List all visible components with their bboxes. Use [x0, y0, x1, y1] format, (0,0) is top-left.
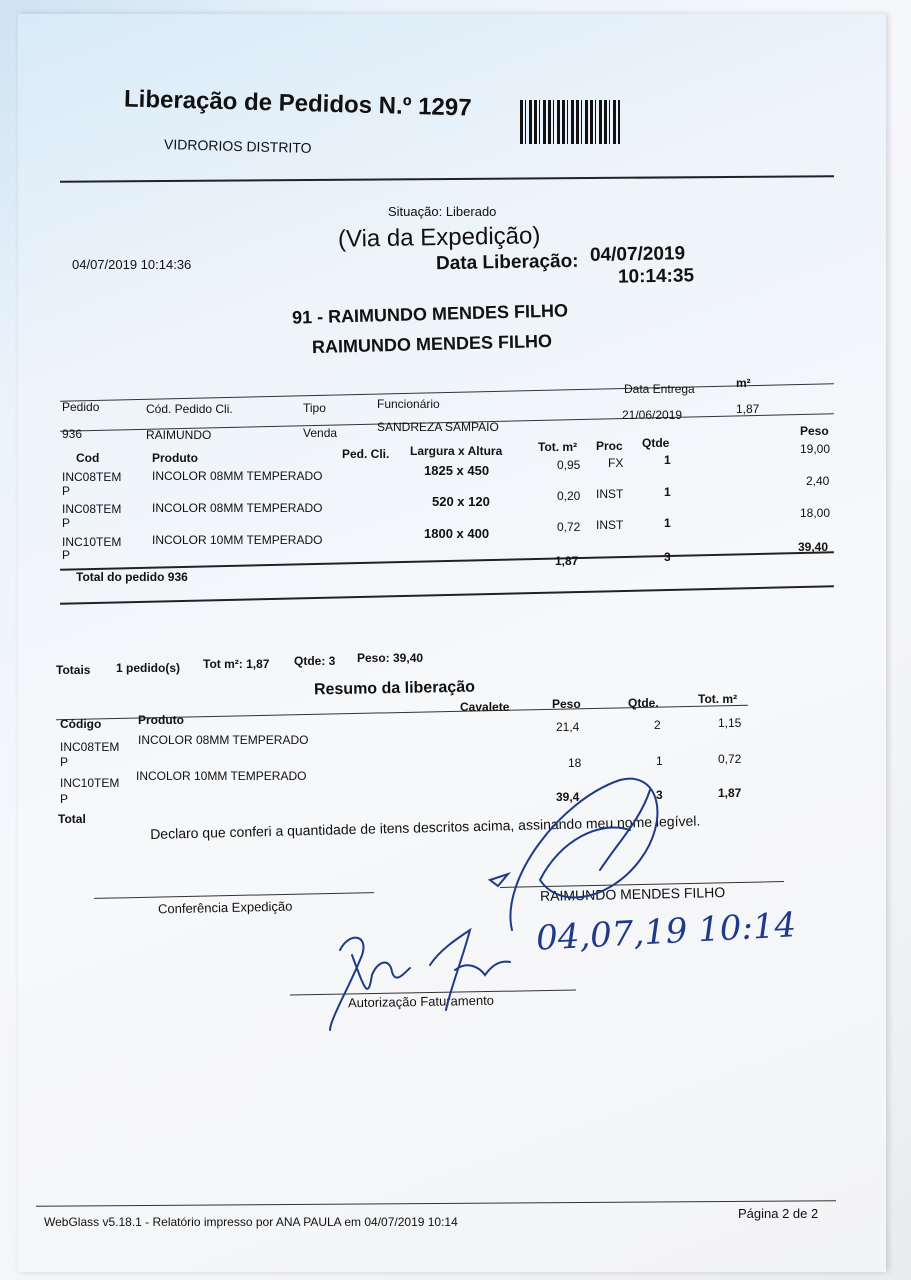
footer-page-number: Página 2 de 2 [738, 1206, 819, 1221]
col-pedido: Pedido [62, 400, 100, 414]
order-total-peso: 39,40 [798, 540, 829, 554]
item-tot-m2: 0,20 [557, 489, 581, 503]
report-title: Liberação de Pedidos N.º 1297 [123, 85, 472, 122]
company-name: VIDRORIOS DISTRITO [163, 136, 312, 156]
resumo-col-produto: Produto [138, 713, 184, 727]
resumo-produto: INCOLOR 08MM TEMPERADO [138, 733, 309, 747]
item-dimensions: 1800 x 400 [424, 526, 490, 541]
col-data-entrega: Data Entrega [624, 382, 695, 396]
totals-qtde: Qtde: 3 [294, 654, 336, 668]
resumo-peso: 18 [568, 756, 582, 770]
items-col-largura-altura: Largura x Altura [410, 444, 503, 458]
footer-left: WebGlass v5.18.1 - Relatório impresso por ANA PAULA em 04/07/2019 10:14 [44, 1215, 458, 1229]
order-m2: 1,87 [736, 402, 760, 416]
data-liberacao-label: Data Liberação: [435, 250, 579, 275]
items-col-ped-cli: Ped. Cli. [342, 447, 390, 461]
items-col-tot-m2: Tot. m² [538, 440, 578, 454]
items-col-peso: Peso [800, 424, 829, 438]
items-col-cod: Cod [76, 451, 100, 465]
declaration-text: Declaro que conferi a quantidade de itens descritos acima, assinando meu nome legível. [150, 812, 701, 842]
col-cod-pedido-cli: Cód. Pedido Cli. [146, 402, 233, 416]
order-total-label: Total do pedido 936 [76, 570, 188, 584]
order-total-m2: 1,87 [555, 554, 579, 568]
resumo-cod-suffix: P [60, 755, 69, 769]
item-tot-m2: 0,72 [557, 520, 581, 534]
item-peso: 19,00 [800, 442, 831, 456]
totals-pedidos: 1 pedido(s) [116, 661, 181, 675]
item-proc: FX [608, 456, 624, 470]
totals-label: Totais [56, 663, 91, 677]
item-cod: INC10TEM [62, 535, 122, 549]
resumo-total-tot-m2: 1,87 [718, 786, 742, 800]
cliente-name: RAIMUNDO MENDES FILHO [539, 884, 726, 904]
item-tot-m2: 0,95 [557, 458, 581, 472]
item-peso: 18,00 [800, 506, 831, 520]
item-cod: INC08TEM [62, 470, 122, 484]
order-cod-pedido-cli: RAIMUNDO [146, 428, 212, 442]
resumo-peso: 21,4 [556, 720, 580, 734]
item-dimensions: 520 x 120 [432, 494, 490, 509]
order-data-entrega: 21/06/2019 [622, 408, 683, 422]
data-liberacao-date: 04/07/2019 [589, 243, 686, 266]
client-line2: RAIMUNDO MENDES FILHO [311, 330, 553, 358]
items-col-qtde: Qtde [642, 436, 670, 450]
resumo-cod-suffix: P [60, 792, 69, 806]
resumo-total-label: Total [58, 812, 86, 826]
resumo-title: Resumo da liberação [313, 678, 476, 699]
print-datetime: 04/07/2019 10:14:36 [72, 257, 192, 272]
item-produto: INCOLOR 08MM TEMPERADO [152, 501, 323, 515]
resumo-col-tot-m2: Tot. m² [698, 692, 738, 706]
data-liberacao-time: 10:14:35 [617, 265, 695, 288]
order-funcionario: SANDREZA SAMPAIO [377, 420, 499, 434]
situacao: Situação: Liberado [388, 204, 497, 219]
via-label: (Via da Expedição) [337, 222, 541, 253]
resumo-qtde: 1 [656, 754, 663, 768]
resumo-col-qtde: Qtde. [628, 696, 659, 710]
item-produto: INCOLOR 08MM TEMPERADO [152, 469, 323, 483]
item-qtde: 1 [664, 453, 671, 467]
item-produto: INCOLOR 10MM TEMPERADO [152, 533, 323, 547]
resumo-col-codigo: Código [60, 717, 102, 731]
resumo-tot-m2: 1,15 [718, 716, 742, 730]
item-dimensions: 1825 x 450 [424, 463, 490, 478]
item-qtde: 1 [664, 516, 671, 530]
col-funcionario: Funcionário [377, 397, 440, 411]
item-proc: INST [596, 518, 624, 532]
resumo-cod: INC10TEM [60, 776, 120, 790]
col-m2: m² [736, 376, 751, 390]
resumo-cod: INC08TEM [60, 740, 120, 754]
item-proc: INST [596, 487, 624, 501]
resumo-tot-m2: 0,72 [718, 752, 742, 766]
resumo-qtde: 2 [654, 718, 661, 732]
item-cod-suffix: P [62, 548, 71, 562]
resumo-total-qtde: 3 [656, 788, 663, 802]
resumo-produto: INCOLOR 10MM TEMPERADO [136, 769, 307, 783]
col-tipo: Tipo [303, 401, 326, 415]
item-cod: INC08TEM [62, 502, 122, 516]
autorizacao-label: Autorização Faturamento [347, 992, 495, 1011]
resumo-col-peso: Peso [552, 697, 581, 711]
client-line1: 91 - RAIMUNDO MENDES FILHO [291, 300, 569, 328]
order-tipo: Venda [303, 426, 338, 440]
item-cod-suffix: P [62, 484, 71, 498]
item-cod-suffix: P [62, 516, 71, 530]
items-col-proc: Proc [596, 439, 623, 453]
resumo-col-cavalete: Cavalete [460, 700, 510, 714]
items-col-produto: Produto [152, 451, 198, 465]
item-peso: 2,40 [806, 474, 830, 488]
conferencia-label: Conferência Expedição [157, 898, 293, 917]
handwritten-date: 04,07,19 10:14 [535, 905, 798, 959]
order-total-qtde: 3 [664, 550, 671, 564]
totals-tot-m2: Tot m²: 1,87 [203, 657, 270, 671]
item-qtde: 1 [664, 485, 671, 499]
totals-peso: Peso: 39,40 [357, 651, 424, 665]
order-pedido: 936 [62, 427, 83, 441]
resumo-total-peso: 39,4 [556, 790, 580, 804]
